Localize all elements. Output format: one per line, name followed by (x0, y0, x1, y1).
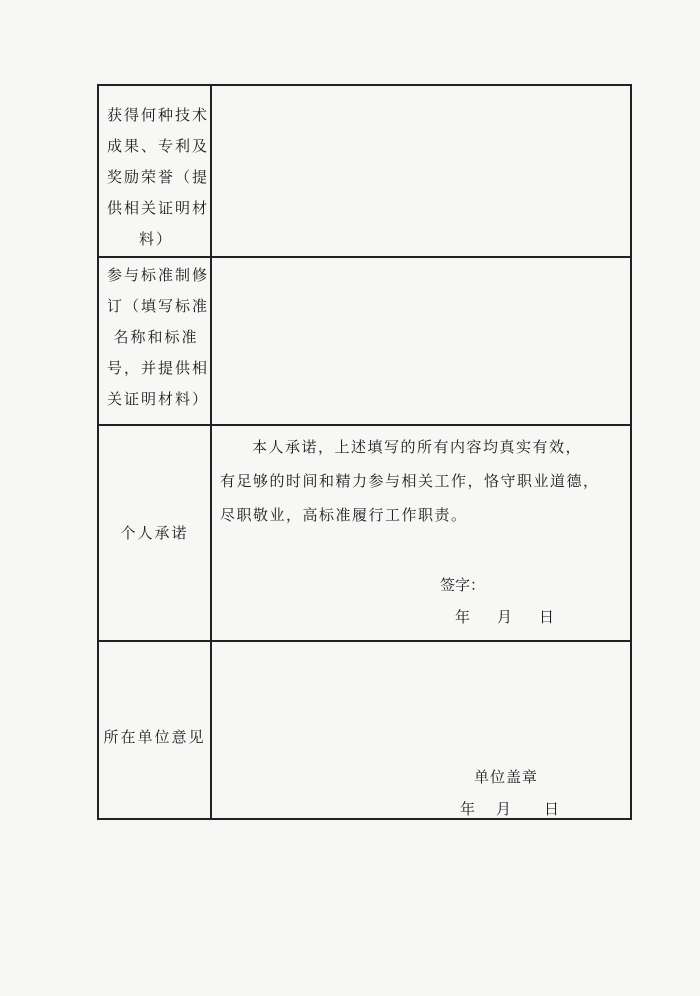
date-year-label: 年 (460, 800, 476, 818)
commitment-label-cell (99, 426, 212, 640)
row-unit-opinion (99, 640, 630, 820)
date-day-label: 日 (544, 800, 560, 818)
date-month-label: 月 (497, 608, 513, 626)
application-form-table (97, 84, 632, 820)
row-commitment (99, 424, 630, 640)
label-line: 关证明材料） (107, 390, 210, 408)
label-line: 获得何种技术 (107, 106, 210, 124)
unit-opinion-label-cell (99, 642, 212, 820)
row-tech-achievements (99, 86, 630, 256)
label-line: 订（填写标准 (107, 297, 210, 315)
label-line: 供相关证明材 (107, 199, 210, 217)
date-day-label: 日 (539, 608, 555, 626)
paragraph-line: 尽职敬业，高标准履行工作职责。 (220, 506, 468, 524)
label-line: 名称和标准 (113, 328, 199, 346)
label-line: 料） (138, 230, 173, 248)
unit-opinion-label: 所在单位意见 (103, 728, 206, 746)
standards-input-area[interactable] (212, 258, 630, 424)
standards-label-cell (99, 258, 212, 424)
paragraph-line: 有足够的时间和精力参与相关工作，恪守职业道德， (220, 472, 600, 490)
commitment-label: 个人承诺 (120, 524, 189, 542)
label-line: 参与标准制修 (107, 266, 210, 284)
label-line: 号，并提供相 (107, 359, 210, 377)
paragraph-line: 本人承诺，上述填写的所有内容均真实有效， (252, 438, 583, 456)
row-standards (99, 256, 630, 424)
signature-label: 签字： (440, 576, 486, 594)
date-month-label: 月 (496, 800, 512, 818)
tech-achievements-input-area[interactable] (212, 86, 630, 256)
commitment-paragraph (220, 430, 620, 532)
label-line: 奖励荣誉（提 (107, 168, 210, 186)
commitment-content (212, 426, 630, 640)
standards-label (107, 260, 210, 415)
unit-seal-label: 单位盖章 (474, 768, 539, 786)
label-line: 成果、专利及 (107, 137, 210, 155)
tech-achievements-label-cell (99, 86, 212, 256)
date-year-label: 年 (455, 608, 471, 626)
tech-achievements-label (107, 100, 210, 255)
unit-opinion-content[interactable] (212, 642, 630, 820)
